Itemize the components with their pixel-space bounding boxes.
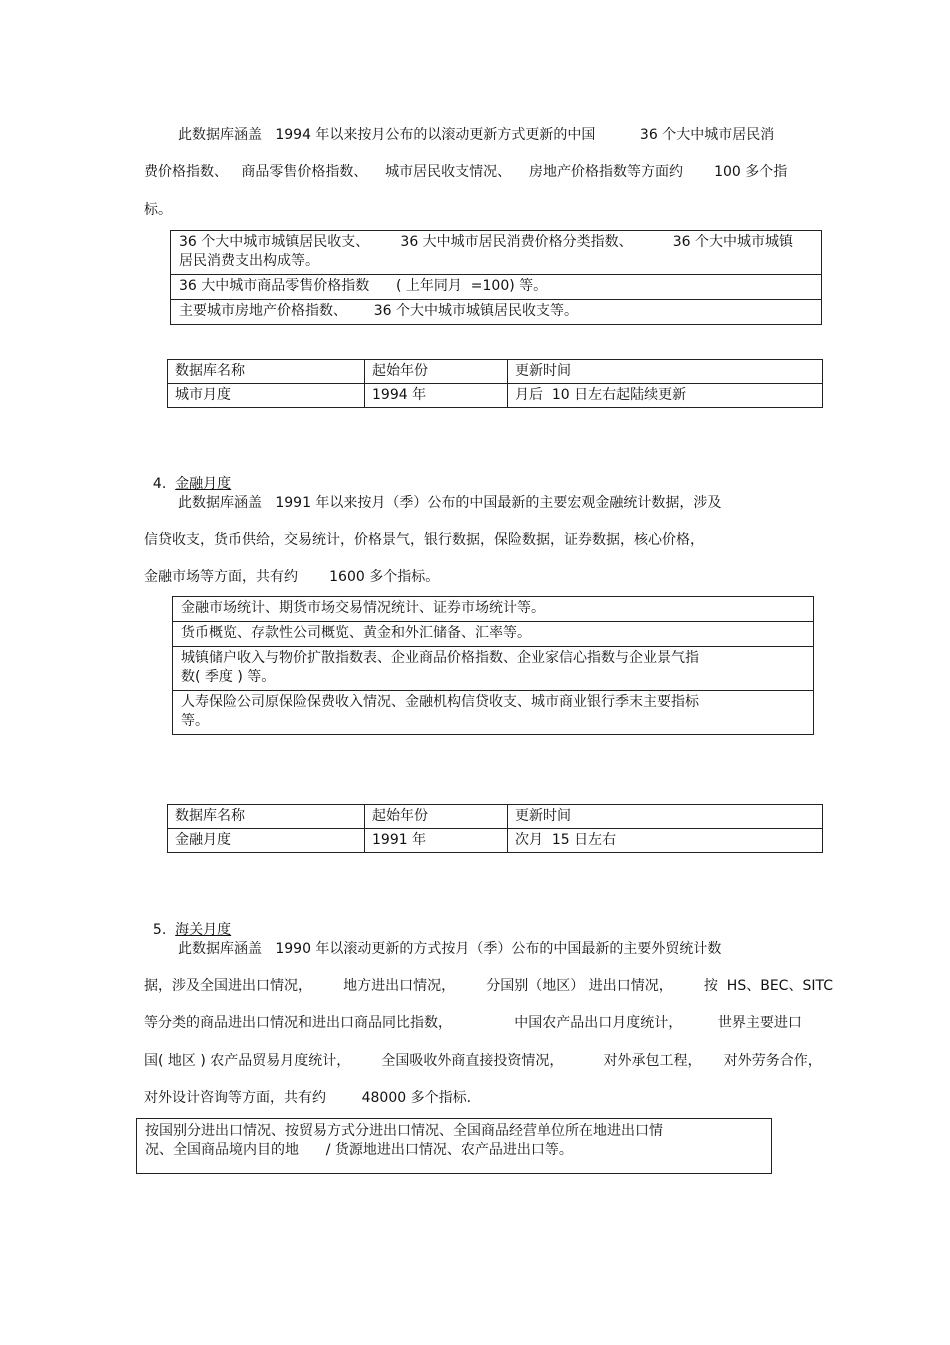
section4-intro-line-2: 信贷收支，货币供给，交易统计，价格景气，银行数据，保险数据，证券数据，核心价格，: [144, 532, 704, 548]
header-db-name: 数据库名称: [168, 805, 365, 829]
section5-number: 5.: [152, 922, 167, 938]
section4-number: 4.: [152, 476, 167, 492]
section3-box-row: 36 大中城市商品零售价格指数 ( 上年同月 =100) 等。: [171, 275, 821, 300]
section4-heading: [144, 457, 231, 493]
table-header-row: [168, 360, 823, 384]
section4-meta-table: [167, 804, 823, 853]
section3-intro-line-1: 此数据库涵盖 1994 年以来按月公布的以滚动更新方式更新的中国 36 个大中城市居民消: [178, 127, 775, 143]
cell-start-year: 1991 年: [365, 829, 508, 853]
section4-content-box: [172, 596, 814, 735]
section3-box-row: 36 个大中城市城镇居民收支、 36 大中城市居民消费价格分类指数、 36 个大中城市城镇 居民消费支出构成等。: [171, 231, 821, 275]
section4-box-row: 货币概览、存款性公司概览、黄金和外汇储备、汇率等。: [173, 622, 813, 647]
table-row: [168, 829, 823, 853]
section5-intro-line-3: 等分类的商品进出口情况和进出口商品同比指数， 中国农产品出口月度统计， 世界主要进口: [144, 1015, 802, 1031]
section4-box-row: 金融市场统计、期货市场交易情况统计、证券市场统计等。: [173, 597, 813, 622]
header-update-time: 更新时间: [508, 360, 823, 384]
table-row: [168, 384, 823, 408]
section4-title: 金融月度: [175, 476, 232, 492]
section3-box-row: 主要城市房地产价格指数、 36 个大中城市城镇居民收支等。: [179, 303, 578, 319]
section5-intro-line-2: 据，涉及全国进出口情况， 地方进出口情况， 分国别（地区） 进出口情况， 按 HS、BEC、SITC: [144, 978, 833, 994]
section5-box-row: 按国别分进出口情况、按贸易方式分进出口情况、全国商品经营单位所在地进出口情 况、全国商品境内目的地 / 货源地进出口情况、农产品进出口等。: [145, 1123, 663, 1158]
section5-intro-line-5: 对外设计咨询等方面，共有约 48000 多个指标.: [144, 1090, 472, 1106]
header-update-time: 更新时间: [508, 805, 823, 829]
header-start-year: 起始年份: [365, 805, 508, 829]
section5-intro-line-4: 国( 地区 ) 农产品贸易月度统计， 全国吸收外商直接投资情况， 对外承包工程， 对外劳务合作，: [144, 1053, 822, 1069]
section5-content-box: [136, 1118, 772, 1174]
cell-start-year: 1994 年: [365, 384, 508, 408]
section5-intro-line-1: 此数据库涵盖 1990 年以滚动更新的方式按月（季）公布的中国最新的主要外贸统计数: [178, 941, 722, 957]
section4-box-row: 人寿保险公司原保险保费收入情况、金融机构信贷收支、城市商业银行季末主要指标 等。: [181, 694, 699, 729]
section5-title: 海关月度: [175, 922, 232, 938]
cell-update-time: 次月 15 日左右: [508, 829, 823, 853]
section5-heading: [144, 903, 231, 939]
header-start-year: 起始年份: [365, 360, 508, 384]
section3-content-box: [170, 230, 822, 325]
section4-intro-line-3: 金融市场等方面，共有约 1600 多个指标。: [144, 569, 440, 585]
section3-intro-line-3: 标。: [144, 202, 172, 218]
section3-intro-line-2: 费价格指数、 商品零售价格指数、 城市居民收支情况、 房地产价格指数等方面约 100 多个指: [144, 164, 788, 180]
section4-box-row: 城镇储户收入与物价扩散指数表、企业商品价格指数、企业家信心指数与企业景气指 数( 季度 ) 等。: [173, 647, 813, 691]
cell-db-name: 金融月度: [168, 829, 365, 853]
cell-db-name: 城市月度: [168, 384, 365, 408]
section3-meta-table: [167, 359, 823, 408]
header-db-name: 数据库名称: [168, 360, 365, 384]
section4-intro-line-1: 此数据库涵盖 1991 年以来按月（季）公布的中国最新的主要宏观金融统计数据，涉及: [178, 495, 722, 511]
cell-update-time: 月后 10 日左右起陆续更新: [508, 384, 823, 408]
table-header-row: [168, 805, 823, 829]
